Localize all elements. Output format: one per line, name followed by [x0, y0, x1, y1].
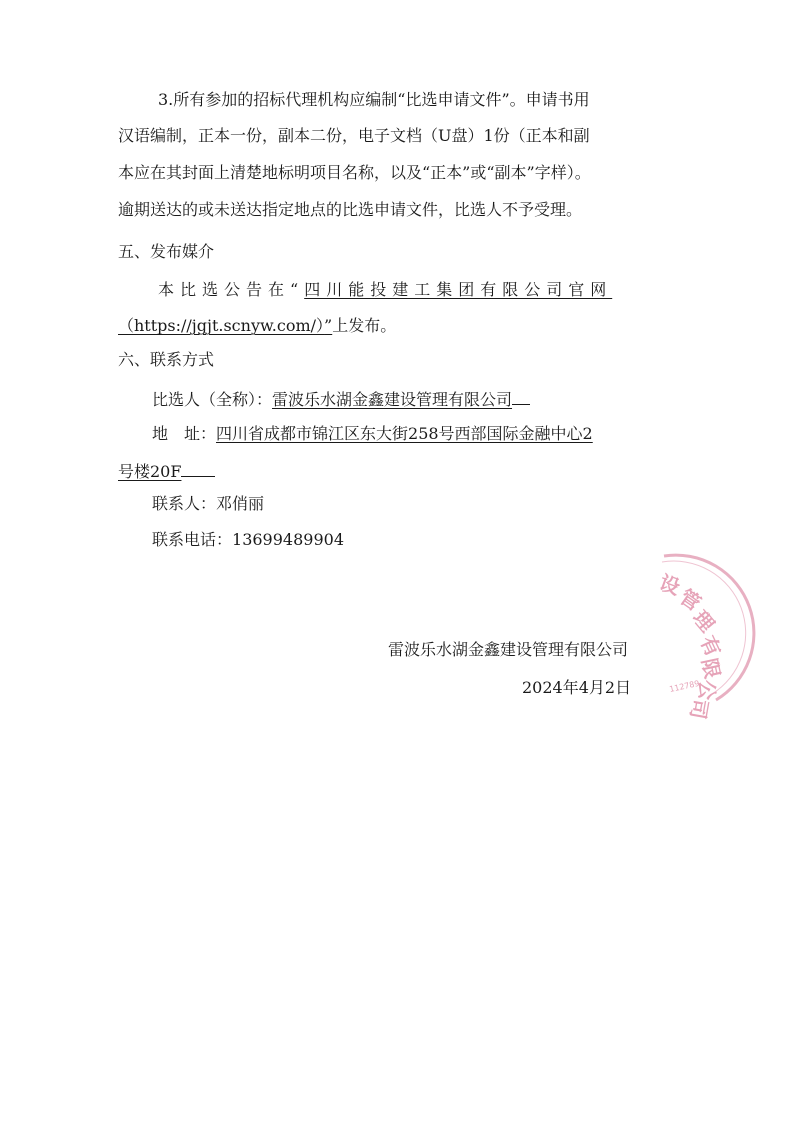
- phone-line: [152, 530, 344, 550]
- item3-line2: [118, 126, 672, 146]
- item3-line3: 本应在其封面上清楚地标明项目名称，以及“正本”或“副本”字样）。: [118, 163, 591, 182]
- seal-char-7: 司: [685, 697, 713, 721]
- section5-url-line: [118, 316, 396, 336]
- signature-company: 雷波乐水湖金鑫建设管理有限公司: [388, 640, 629, 659]
- address-label: 地 址：: [152, 424, 217, 443]
- address-underline-fill: [181, 459, 215, 477]
- seal-char-4: 有: [695, 631, 726, 661]
- item3-line1: 3.所有参加的招标代理机构应编制“比选申请文件”。申请书用: [158, 90, 590, 109]
- section5-publish-line: [158, 280, 612, 300]
- phone-value: 13699489904: [232, 530, 344, 549]
- publish-close-quote: ”: [324, 316, 333, 335]
- company-value: 雷波乐水湖金鑫建设管理有限公司: [272, 390, 513, 409]
- address-value-line1: 四川省成都市锦江区东大街258号西部国际金融中心2: [216, 424, 593, 443]
- publish-suffix: 上发布。: [332, 316, 397, 335]
- seal-char-5: 限: [697, 656, 725, 681]
- item3-line4: 逾期送达的或未送达指定地点的比选申请文件，比选人不予受理。: [118, 200, 583, 219]
- company-seal: [612, 548, 740, 721]
- seal-char-2: 管: [675, 584, 706, 616]
- contact-value: 邓俏丽: [216, 494, 265, 513]
- address-value-line2: 号楼20F: [118, 462, 182, 481]
- company-line: [152, 387, 530, 410]
- address-line2: [118, 459, 215, 482]
- phone-label: 联系电话：: [152, 530, 233, 549]
- section6-heading: 六、联系方式: [118, 350, 215, 369]
- item3-line2-text: 汉语编制，正本一份，副本二份，电子文档（U盘）1份（正本和副: [118, 126, 590, 145]
- publish-site-url[interactable]: （https://jgjt.scnyw.com/）: [118, 316, 325, 335]
- seal-char-3: 理: [688, 605, 720, 637]
- address-line1: [152, 424, 593, 444]
- company-underline-fill: [512, 387, 530, 405]
- seal-char-1: 设: [656, 570, 684, 600]
- publish-site-name: 四川能投建工集团有限公司官网: [304, 280, 613, 299]
- seal-number: 112789: [668, 678, 701, 694]
- company-label: 比选人（全称）：: [152, 390, 273, 409]
- section5-prefix: 本比选公告在“: [158, 280, 305, 299]
- contact-line: [152, 494, 264, 514]
- signature-date: 2024年4月2日: [522, 678, 632, 697]
- seal-char-6: 公: [695, 680, 719, 700]
- contact-label: 联系人：: [152, 494, 217, 513]
- section5-heading: 五、发布媒介: [118, 242, 215, 261]
